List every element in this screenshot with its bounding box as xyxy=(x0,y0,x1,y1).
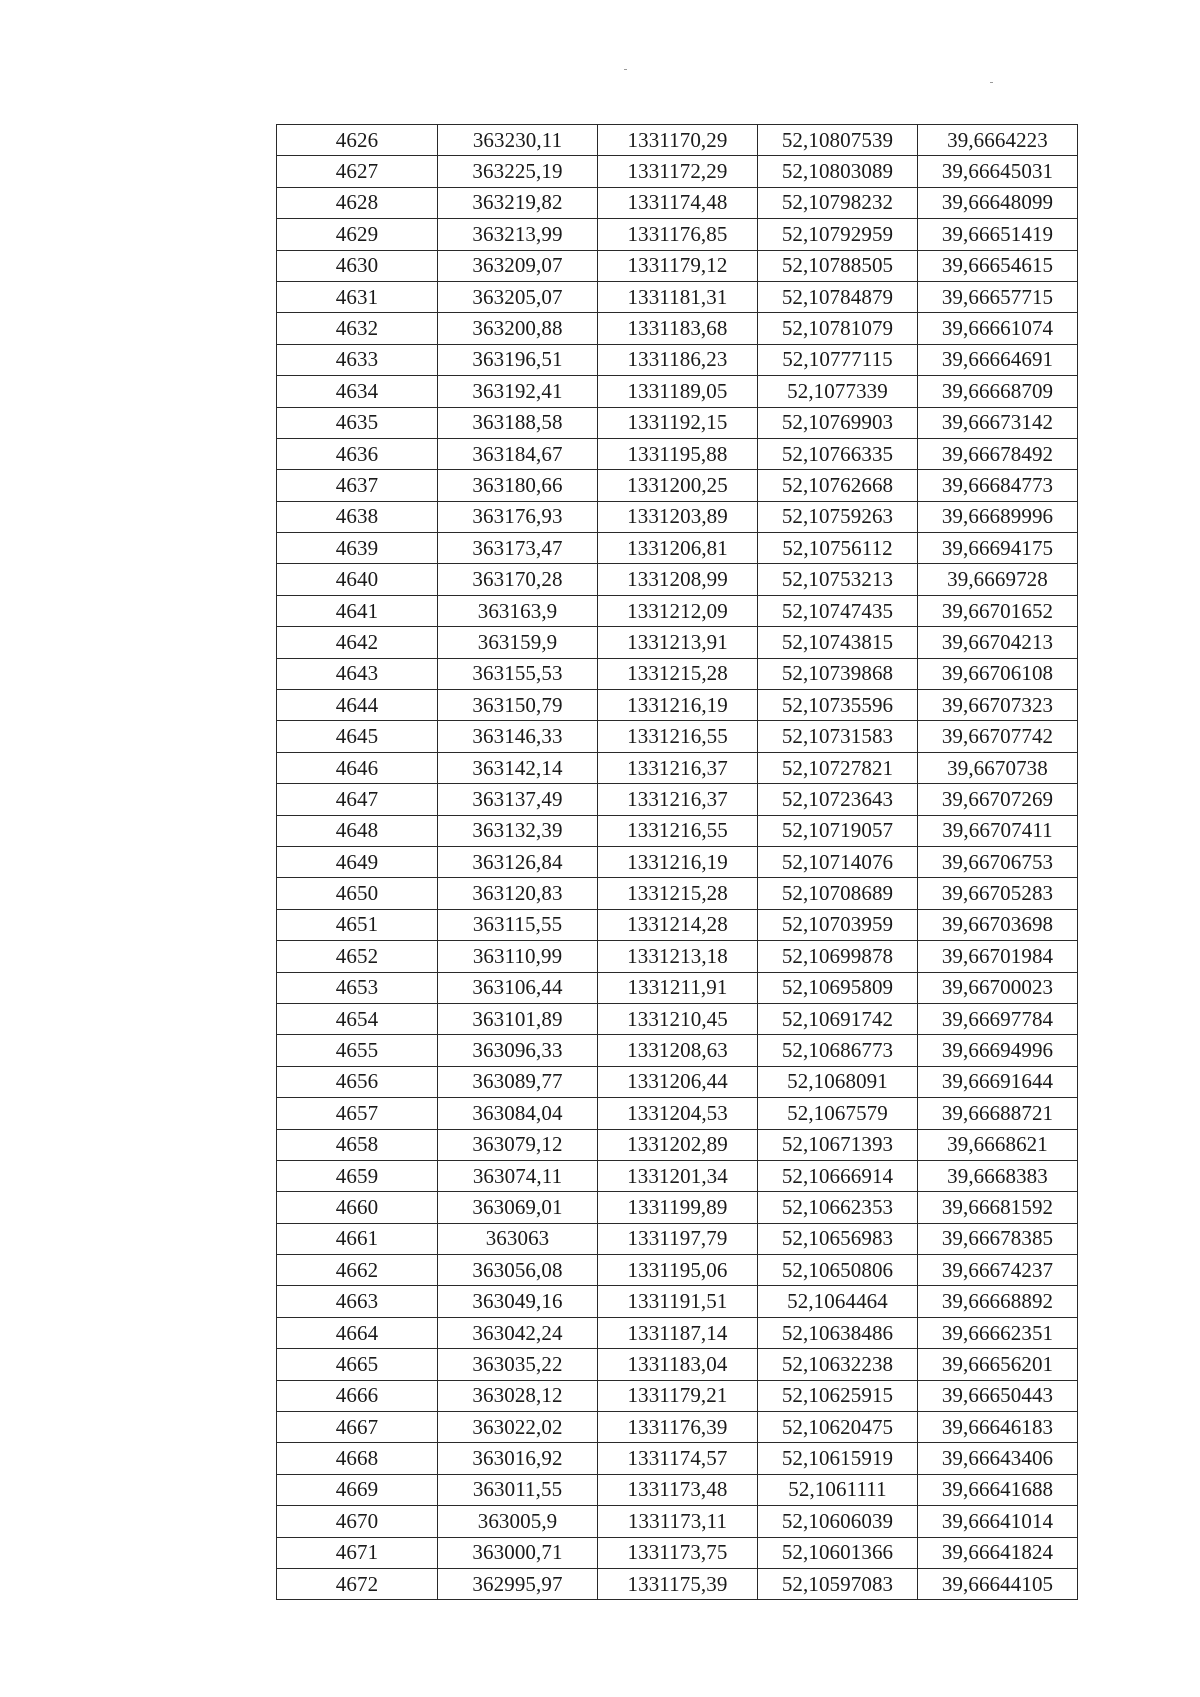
table-row xyxy=(277,1098,1078,1129)
longitude-cell: 39,66648099 xyxy=(918,187,1078,218)
longitude-cell: 39,66706753 xyxy=(918,846,1078,877)
longitude-cell: 39,66704213 xyxy=(918,627,1078,658)
latitude-cell: 52,1064464 xyxy=(758,1286,918,1317)
table-row xyxy=(277,250,1078,281)
point-number-cell: 4627 xyxy=(277,156,438,187)
y-coordinate-cell: 1331186,23 xyxy=(598,344,758,375)
table-row xyxy=(277,156,1078,187)
table-row xyxy=(277,878,1078,909)
y-coordinate-cell: 1331183,68 xyxy=(598,313,758,344)
latitude-cell: 52,10666914 xyxy=(758,1160,918,1191)
latitude-cell: 52,10762668 xyxy=(758,470,918,501)
longitude-cell: 39,66668892 xyxy=(918,1286,1078,1317)
point-number-cell: 4672 xyxy=(277,1568,438,1599)
y-coordinate-cell: 1331173,48 xyxy=(598,1474,758,1505)
table-row xyxy=(277,1412,1078,1443)
y-coordinate-cell: 1331179,12 xyxy=(598,250,758,281)
longitude-cell: 39,66641014 xyxy=(918,1506,1078,1537)
x-coordinate-cell: 363192,41 xyxy=(438,376,598,407)
point-number-cell: 4631 xyxy=(277,281,438,312)
table-row xyxy=(277,376,1078,407)
y-coordinate-cell: 1331213,18 xyxy=(598,941,758,972)
table-row xyxy=(277,501,1078,532)
point-number-cell: 4669 xyxy=(277,1474,438,1505)
table-row xyxy=(277,1192,1078,1223)
table-row xyxy=(277,281,1078,312)
table-row xyxy=(277,1035,1078,1066)
point-number-cell: 4665 xyxy=(277,1349,438,1380)
point-number-cell: 4658 xyxy=(277,1129,438,1160)
x-coordinate-cell: 363137,49 xyxy=(438,784,598,815)
longitude-cell: 39,66678385 xyxy=(918,1223,1078,1254)
table-row xyxy=(277,1317,1078,1348)
longitude-cell: 39,66668709 xyxy=(918,376,1078,407)
latitude-cell: 52,10777115 xyxy=(758,344,918,375)
y-coordinate-cell: 1331201,34 xyxy=(598,1160,758,1191)
point-number-cell: 4636 xyxy=(277,438,438,469)
y-coordinate-cell: 1331216,19 xyxy=(598,846,758,877)
y-coordinate-cell: 1331208,99 xyxy=(598,564,758,595)
table-row xyxy=(277,1223,1078,1254)
x-coordinate-cell: 363063 xyxy=(438,1223,598,1254)
table-row xyxy=(277,407,1078,438)
latitude-cell: 52,10620475 xyxy=(758,1412,918,1443)
y-coordinate-cell: 1331215,28 xyxy=(598,878,758,909)
latitude-cell: 52,10606039 xyxy=(758,1506,918,1537)
latitude-cell: 52,10753213 xyxy=(758,564,918,595)
latitude-cell: 52,10792959 xyxy=(758,219,918,250)
latitude-cell: 52,1077339 xyxy=(758,376,918,407)
y-coordinate-cell: 1331215,28 xyxy=(598,658,758,689)
y-coordinate-cell: 1331170,29 xyxy=(598,125,758,156)
x-coordinate-cell: 363225,19 xyxy=(438,156,598,187)
x-coordinate-cell: 363011,55 xyxy=(438,1474,598,1505)
y-coordinate-cell: 1331216,55 xyxy=(598,815,758,846)
y-coordinate-cell: 1331195,06 xyxy=(598,1255,758,1286)
point-number-cell: 4667 xyxy=(277,1412,438,1443)
y-coordinate-cell: 1331187,14 xyxy=(598,1317,758,1348)
x-coordinate-cell: 363035,22 xyxy=(438,1349,598,1380)
x-coordinate-cell: 363184,67 xyxy=(438,438,598,469)
longitude-cell: 39,66641688 xyxy=(918,1474,1078,1505)
y-coordinate-cell: 1331199,89 xyxy=(598,1192,758,1223)
point-number-cell: 4649 xyxy=(277,846,438,877)
longitude-cell: 39,66684773 xyxy=(918,470,1078,501)
point-number-cell: 4638 xyxy=(277,501,438,532)
y-coordinate-cell: 1331192,15 xyxy=(598,407,758,438)
x-coordinate-cell: 363163,9 xyxy=(438,595,598,626)
point-number-cell: 4644 xyxy=(277,690,438,721)
longitude-cell: 39,66697784 xyxy=(918,1003,1078,1034)
point-number-cell: 4652 xyxy=(277,941,438,972)
longitude-cell: 39,6664223 xyxy=(918,125,1078,156)
longitude-cell: 39,66641824 xyxy=(918,1537,1078,1568)
point-number-cell: 4664 xyxy=(277,1317,438,1348)
y-coordinate-cell: 1331216,37 xyxy=(598,752,758,783)
longitude-cell: 39,66700023 xyxy=(918,972,1078,1003)
latitude-cell: 52,10632238 xyxy=(758,1349,918,1380)
x-coordinate-cell: 363176,93 xyxy=(438,501,598,532)
longitude-cell: 39,66664691 xyxy=(918,344,1078,375)
y-coordinate-cell: 1331197,79 xyxy=(598,1223,758,1254)
longitude-cell: 39,66657715 xyxy=(918,281,1078,312)
table-row xyxy=(277,909,1078,940)
table-row xyxy=(277,533,1078,564)
point-number-cell: 4626 xyxy=(277,125,438,156)
latitude-cell: 52,10766335 xyxy=(758,438,918,469)
y-coordinate-cell: 1331206,44 xyxy=(598,1066,758,1097)
longitude-cell: 39,66650443 xyxy=(918,1380,1078,1411)
y-coordinate-cell: 1331173,75 xyxy=(598,1537,758,1568)
x-coordinate-cell: 363219,82 xyxy=(438,187,598,218)
latitude-cell: 52,10727821 xyxy=(758,752,918,783)
x-coordinate-cell: 363049,16 xyxy=(438,1286,598,1317)
latitude-cell: 52,10803089 xyxy=(758,156,918,187)
longitude-cell: 39,6669728 xyxy=(918,564,1078,595)
x-coordinate-cell: 363173,47 xyxy=(438,533,598,564)
table-row xyxy=(277,972,1078,1003)
longitude-cell: 39,66689996 xyxy=(918,501,1078,532)
scan-speck xyxy=(624,69,627,70)
latitude-cell: 52,10615919 xyxy=(758,1443,918,1474)
longitude-cell: 39,66678492 xyxy=(918,438,1078,469)
table-row xyxy=(277,1286,1078,1317)
point-number-cell: 4671 xyxy=(277,1537,438,1568)
table-row xyxy=(277,627,1078,658)
point-number-cell: 4630 xyxy=(277,250,438,281)
x-coordinate-cell: 363170,28 xyxy=(438,564,598,595)
y-coordinate-cell: 1331213,91 xyxy=(598,627,758,658)
table-row xyxy=(277,784,1078,815)
y-coordinate-cell: 1331206,81 xyxy=(598,533,758,564)
point-number-cell: 4659 xyxy=(277,1160,438,1191)
table-row xyxy=(277,438,1078,469)
table-row xyxy=(277,846,1078,877)
longitude-cell: 39,66644105 xyxy=(918,1568,1078,1599)
y-coordinate-cell: 1331203,89 xyxy=(598,501,758,532)
point-number-cell: 4628 xyxy=(277,187,438,218)
x-coordinate-cell: 363096,33 xyxy=(438,1035,598,1066)
x-coordinate-cell: 363074,11 xyxy=(438,1160,598,1191)
longitude-cell: 39,66674237 xyxy=(918,1255,1078,1286)
y-coordinate-cell: 1331172,29 xyxy=(598,156,758,187)
x-coordinate-cell: 362995,97 xyxy=(438,1568,598,1599)
table-row xyxy=(277,1568,1078,1599)
y-coordinate-cell: 1331214,28 xyxy=(598,909,758,940)
x-coordinate-cell: 363106,44 xyxy=(438,972,598,1003)
point-number-cell: 4653 xyxy=(277,972,438,1003)
x-coordinate-cell: 363155,53 xyxy=(438,658,598,689)
y-coordinate-cell: 1331179,21 xyxy=(598,1380,758,1411)
x-coordinate-cell: 363016,92 xyxy=(438,1443,598,1474)
point-number-cell: 4670 xyxy=(277,1506,438,1537)
point-number-cell: 4650 xyxy=(277,878,438,909)
x-coordinate-cell: 363230,11 xyxy=(438,125,598,156)
longitude-cell: 39,66654615 xyxy=(918,250,1078,281)
x-coordinate-cell: 363079,12 xyxy=(438,1129,598,1160)
x-coordinate-cell: 363205,07 xyxy=(438,281,598,312)
point-number-cell: 4639 xyxy=(277,533,438,564)
y-coordinate-cell: 1331212,09 xyxy=(598,595,758,626)
x-coordinate-cell: 363159,9 xyxy=(438,627,598,658)
point-number-cell: 4633 xyxy=(277,344,438,375)
latitude-cell: 52,1068091 xyxy=(758,1066,918,1097)
x-coordinate-cell: 363056,08 xyxy=(438,1255,598,1286)
latitude-cell: 52,10788505 xyxy=(758,250,918,281)
latitude-cell: 52,10662353 xyxy=(758,1192,918,1223)
point-number-cell: 4663 xyxy=(277,1286,438,1317)
longitude-cell: 39,66701652 xyxy=(918,595,1078,626)
latitude-cell: 52,1061111 xyxy=(758,1474,918,1505)
y-coordinate-cell: 1331181,31 xyxy=(598,281,758,312)
x-coordinate-cell: 363142,14 xyxy=(438,752,598,783)
table-row xyxy=(277,470,1078,501)
table-row xyxy=(277,1066,1078,1097)
y-coordinate-cell: 1331216,55 xyxy=(598,721,758,752)
table-row xyxy=(277,721,1078,752)
y-coordinate-cell: 1331202,89 xyxy=(598,1129,758,1160)
point-number-cell: 4668 xyxy=(277,1443,438,1474)
point-number-cell: 4655 xyxy=(277,1035,438,1066)
latitude-cell: 52,10781079 xyxy=(758,313,918,344)
latitude-cell: 52,10625915 xyxy=(758,1380,918,1411)
longitude-cell: 39,66646183 xyxy=(918,1412,1078,1443)
latitude-cell: 52,10686773 xyxy=(758,1035,918,1066)
longitude-cell: 39,66643406 xyxy=(918,1443,1078,1474)
latitude-cell: 52,10784879 xyxy=(758,281,918,312)
y-coordinate-cell: 1331175,39 xyxy=(598,1568,758,1599)
point-number-cell: 4647 xyxy=(277,784,438,815)
table-row xyxy=(277,219,1078,250)
point-number-cell: 4660 xyxy=(277,1192,438,1223)
x-coordinate-cell: 363022,02 xyxy=(438,1412,598,1443)
y-coordinate-cell: 1331174,48 xyxy=(598,187,758,218)
x-coordinate-cell: 363188,58 xyxy=(438,407,598,438)
y-coordinate-cell: 1331183,04 xyxy=(598,1349,758,1380)
y-coordinate-cell: 1331189,05 xyxy=(598,376,758,407)
latitude-cell: 52,10638486 xyxy=(758,1317,918,1348)
x-coordinate-cell: 363196,51 xyxy=(438,344,598,375)
longitude-cell: 39,66707323 xyxy=(918,690,1078,721)
point-number-cell: 4646 xyxy=(277,752,438,783)
longitude-cell: 39,66673142 xyxy=(918,407,1078,438)
latitude-cell: 52,10735596 xyxy=(758,690,918,721)
point-number-cell: 4629 xyxy=(277,219,438,250)
point-number-cell: 4643 xyxy=(277,658,438,689)
y-coordinate-cell: 1331176,85 xyxy=(598,219,758,250)
x-coordinate-cell: 363132,39 xyxy=(438,815,598,846)
table-row xyxy=(277,1003,1078,1034)
latitude-cell: 52,10708689 xyxy=(758,878,918,909)
table-row xyxy=(277,187,1078,218)
longitude-cell: 39,66694175 xyxy=(918,533,1078,564)
latitude-cell: 52,10723643 xyxy=(758,784,918,815)
latitude-cell: 52,10807539 xyxy=(758,125,918,156)
table-row xyxy=(277,658,1078,689)
latitude-cell: 52,10798232 xyxy=(758,187,918,218)
x-coordinate-cell: 363084,04 xyxy=(438,1098,598,1129)
latitude-cell: 52,10731583 xyxy=(758,721,918,752)
x-coordinate-cell: 363069,01 xyxy=(438,1192,598,1223)
table-row xyxy=(277,1474,1078,1505)
longitude-cell: 39,6670738 xyxy=(918,752,1078,783)
longitude-cell: 39,66706108 xyxy=(918,658,1078,689)
longitude-cell: 39,66707742 xyxy=(918,721,1078,752)
point-number-cell: 4654 xyxy=(277,1003,438,1034)
latitude-cell: 52,10719057 xyxy=(758,815,918,846)
latitude-cell: 52,10691742 xyxy=(758,1003,918,1034)
latitude-cell: 52,10703959 xyxy=(758,909,918,940)
longitude-cell: 39,66701984 xyxy=(918,941,1078,972)
point-number-cell: 4640 xyxy=(277,564,438,595)
scan-speck xyxy=(990,82,993,83)
point-number-cell: 4648 xyxy=(277,815,438,846)
y-coordinate-cell: 1331173,11 xyxy=(598,1506,758,1537)
point-number-cell: 4645 xyxy=(277,721,438,752)
y-coordinate-cell: 1331191,51 xyxy=(598,1286,758,1317)
point-number-cell: 4656 xyxy=(277,1066,438,1097)
latitude-cell: 52,10759263 xyxy=(758,501,918,532)
x-coordinate-cell: 363000,71 xyxy=(438,1537,598,1568)
x-coordinate-cell: 363126,84 xyxy=(438,846,598,877)
table-row xyxy=(277,344,1078,375)
y-coordinate-cell: 1331211,91 xyxy=(598,972,758,1003)
coordinates-table-body xyxy=(277,125,1078,1600)
longitude-cell: 39,6668383 xyxy=(918,1160,1078,1191)
longitude-cell: 39,66681592 xyxy=(918,1192,1078,1223)
table-row xyxy=(277,313,1078,344)
longitude-cell: 39,66662351 xyxy=(918,1317,1078,1348)
longitude-cell: 39,66703698 xyxy=(918,909,1078,940)
x-coordinate-cell: 363213,99 xyxy=(438,219,598,250)
longitude-cell: 39,66645031 xyxy=(918,156,1078,187)
point-number-cell: 4637 xyxy=(277,470,438,501)
table-row xyxy=(277,1380,1078,1411)
latitude-cell: 52,10699878 xyxy=(758,941,918,972)
longitude-cell: 39,66705283 xyxy=(918,878,1078,909)
latitude-cell: 52,10739868 xyxy=(758,658,918,689)
table-row xyxy=(277,1160,1078,1191)
coordinates-table xyxy=(276,124,1078,1600)
point-number-cell: 4657 xyxy=(277,1098,438,1129)
latitude-cell: 52,10650806 xyxy=(758,1255,918,1286)
x-coordinate-cell: 363150,79 xyxy=(438,690,598,721)
table-row xyxy=(277,941,1078,972)
x-coordinate-cell: 363146,33 xyxy=(438,721,598,752)
table-row xyxy=(277,752,1078,783)
latitude-cell: 52,10597083 xyxy=(758,1568,918,1599)
longitude-cell: 39,66691644 xyxy=(918,1066,1078,1097)
x-coordinate-cell: 363089,77 xyxy=(438,1066,598,1097)
y-coordinate-cell: 1331208,63 xyxy=(598,1035,758,1066)
latitude-cell: 52,10656983 xyxy=(758,1223,918,1254)
latitude-cell: 52,10747435 xyxy=(758,595,918,626)
x-coordinate-cell: 363200,88 xyxy=(438,313,598,344)
longitude-cell: 39,66707269 xyxy=(918,784,1078,815)
x-coordinate-cell: 363120,83 xyxy=(438,878,598,909)
longitude-cell: 39,66651419 xyxy=(918,219,1078,250)
longitude-cell: 39,66656201 xyxy=(918,1349,1078,1380)
longitude-cell: 39,66688721 xyxy=(918,1098,1078,1129)
latitude-cell: 52,10714076 xyxy=(758,846,918,877)
x-coordinate-cell: 363209,07 xyxy=(438,250,598,281)
table-row xyxy=(277,1506,1078,1537)
y-coordinate-cell: 1331195,88 xyxy=(598,438,758,469)
y-coordinate-cell: 1331174,57 xyxy=(598,1443,758,1474)
latitude-cell: 52,10671393 xyxy=(758,1129,918,1160)
longitude-cell: 39,66661074 xyxy=(918,313,1078,344)
point-number-cell: 4632 xyxy=(277,313,438,344)
table-row xyxy=(277,125,1078,156)
point-number-cell: 4642 xyxy=(277,627,438,658)
point-number-cell: 4666 xyxy=(277,1380,438,1411)
y-coordinate-cell: 1331216,37 xyxy=(598,784,758,815)
point-number-cell: 4641 xyxy=(277,595,438,626)
y-coordinate-cell: 1331200,25 xyxy=(598,470,758,501)
latitude-cell: 52,1067579 xyxy=(758,1098,918,1129)
x-coordinate-cell: 363028,12 xyxy=(438,1380,598,1411)
x-coordinate-cell: 363115,55 xyxy=(438,909,598,940)
table-row xyxy=(277,564,1078,595)
table-row xyxy=(277,1349,1078,1380)
table-row xyxy=(277,1129,1078,1160)
y-coordinate-cell: 1331210,45 xyxy=(598,1003,758,1034)
point-number-cell: 4662 xyxy=(277,1255,438,1286)
table-row xyxy=(277,595,1078,626)
table-row xyxy=(277,815,1078,846)
x-coordinate-cell: 363101,89 xyxy=(438,1003,598,1034)
x-coordinate-cell: 363110,99 xyxy=(438,941,598,972)
latitude-cell: 52,10743815 xyxy=(758,627,918,658)
point-number-cell: 4661 xyxy=(277,1223,438,1254)
table-row xyxy=(277,1537,1078,1568)
point-number-cell: 4634 xyxy=(277,376,438,407)
latitude-cell: 52,10695809 xyxy=(758,972,918,1003)
x-coordinate-cell: 363042,24 xyxy=(438,1317,598,1348)
point-number-cell: 4651 xyxy=(277,909,438,940)
longitude-cell: 39,6668621 xyxy=(918,1129,1078,1160)
point-number-cell: 4635 xyxy=(277,407,438,438)
x-coordinate-cell: 363180,66 xyxy=(438,470,598,501)
y-coordinate-cell: 1331176,39 xyxy=(598,1412,758,1443)
longitude-cell: 39,66707411 xyxy=(918,815,1078,846)
table-row xyxy=(277,690,1078,721)
latitude-cell: 52,10756112 xyxy=(758,533,918,564)
x-coordinate-cell: 363005,9 xyxy=(438,1506,598,1537)
table-row xyxy=(277,1443,1078,1474)
latitude-cell: 52,10769903 xyxy=(758,407,918,438)
longitude-cell: 39,66694996 xyxy=(918,1035,1078,1066)
y-coordinate-cell: 1331216,19 xyxy=(598,690,758,721)
latitude-cell: 52,10601366 xyxy=(758,1537,918,1568)
table-row xyxy=(277,1255,1078,1286)
y-coordinate-cell: 1331204,53 xyxy=(598,1098,758,1129)
